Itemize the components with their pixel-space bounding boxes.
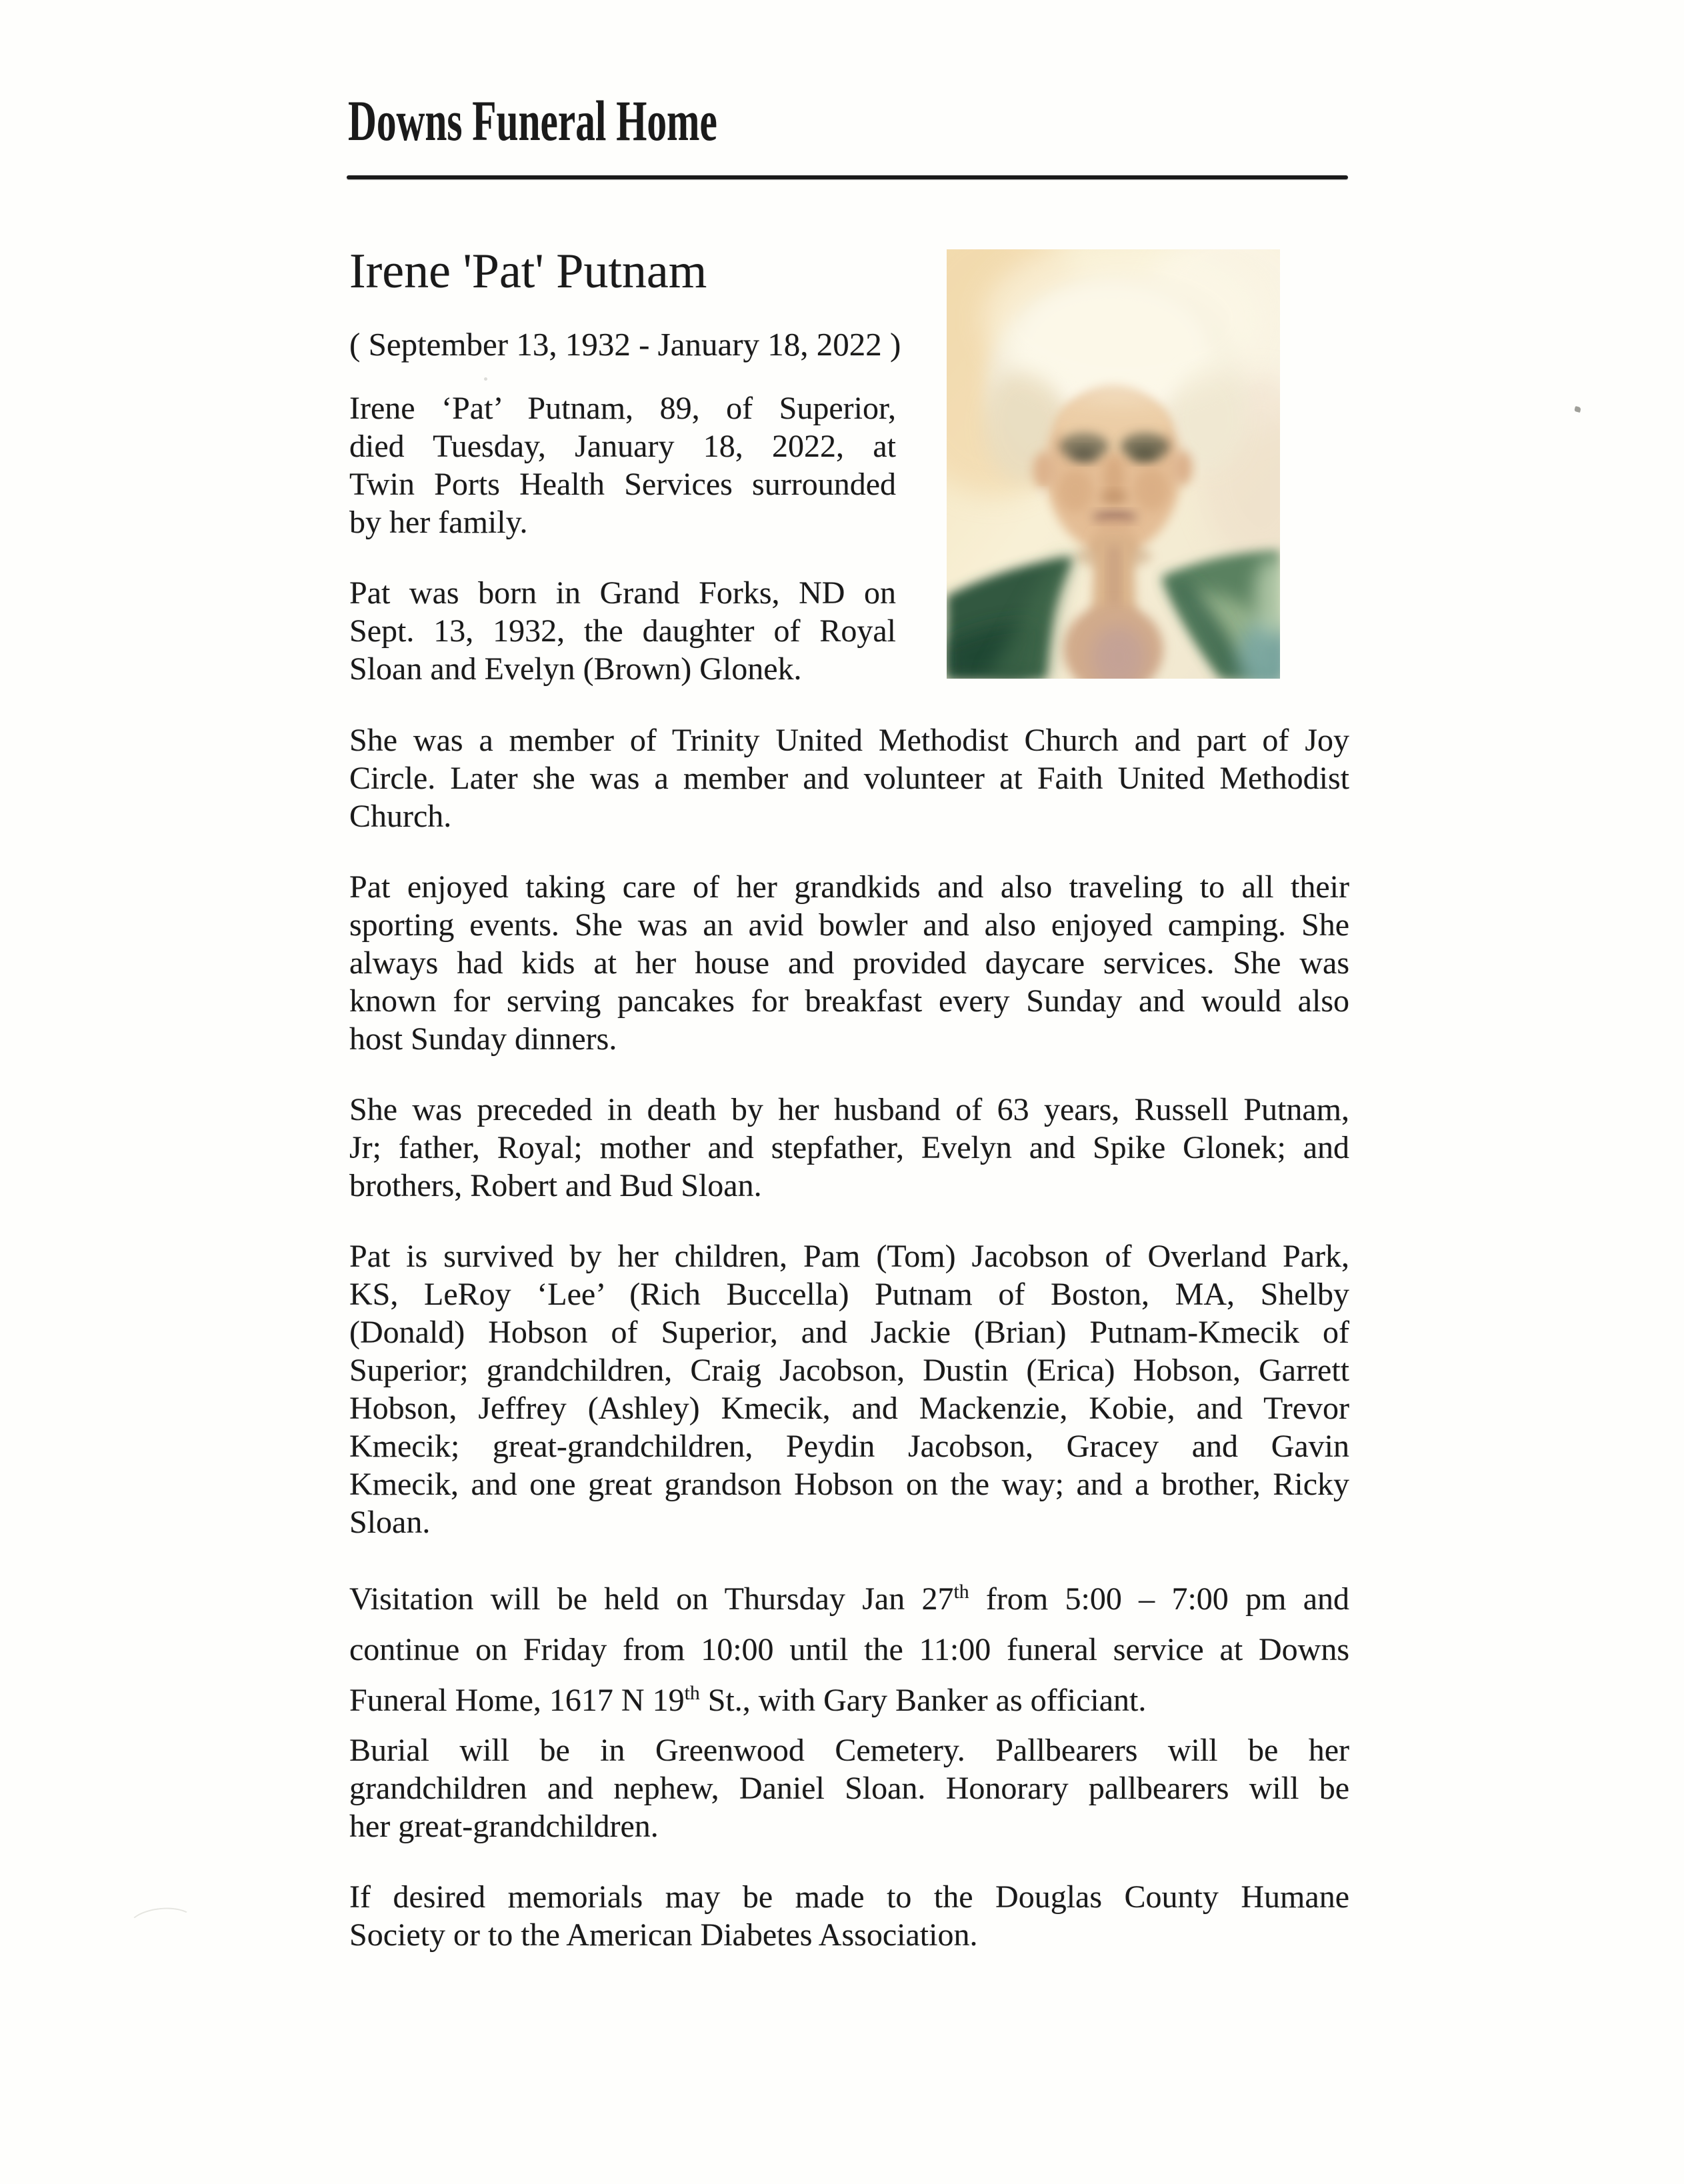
obituary-paragraph (349, 868, 1349, 1058)
text-line: Hobson, Jeffrey (Ashley) Kmecik, and Mackenzie, Kobie, and Trevor (349, 1391, 1349, 1426)
text-line: always had kids at her house and provided daycare services. She was (349, 945, 1349, 981)
text-line: Kmecik, and one great grandson Hobson on the way; and a brother, Ricky (349, 1467, 1349, 1502)
text-line: She was a member of Trinity United Methodist Church and part of Joy (349, 723, 1349, 758)
text-line: known for serving pancakes for breakfast every Sunday and would also (349, 983, 1349, 1019)
text-line: host Sunday dinners. (349, 1021, 617, 1057)
text-line: Pat enjoyed taking care of her grandkids and also traveling to all their (349, 869, 1349, 905)
text-line: Pat is survived by her children, Pam (Tom) Jacobson of Overland Park, (349, 1239, 1349, 1274)
obituary-paragraph (349, 1091, 1349, 1205)
text-line: Funeral Home, 1617 N 19th St., with Gary Banker as officiant. (349, 1682, 1147, 1718)
life-dates: ( September 13, 1932 - January 18, 2022 ) (349, 326, 901, 363)
obituary-paragraph (349, 574, 896, 688)
intro-paragraphs (349, 389, 896, 688)
text-line: Sloan and Evelyn (Brown) Glonek. (349, 651, 802, 687)
text-line: Burial will be in Greenwood Cemetery. Pallbearers will be her (349, 1733, 1349, 1768)
obituary-paragraph (349, 389, 896, 541)
text-line: (Donald) Hobson of Superior, and Jackie (Brian) Putnam-Kmecik of (349, 1315, 1349, 1350)
text-line: If desired memorials may be made to the Douglas County Humane (349, 1879, 1349, 1915)
portrait-photo-image (947, 249, 1280, 679)
text-line: Sept. 13, 1932, the daughter of Royal (349, 613, 896, 649)
scan-speck (127, 1905, 196, 1943)
text-line: brothers, Robert and Bud Sloan. (349, 1168, 762, 1203)
funeral-home-title: Downs Funeral Home (348, 89, 717, 153)
body-paragraphs (349, 721, 1349, 1954)
obituary-paragraph (349, 721, 1349, 835)
text-line: by her family. (349, 505, 528, 540)
text-line: Church. (349, 799, 452, 834)
text-line: Circle. Later she was a member and volunteer at Faith United Methodist (349, 761, 1349, 796)
text-line: sporting events. She was an avid bowler and also enjoyed camping. She (349, 907, 1349, 943)
deceased-name: Irene 'Pat' Putnam (349, 244, 707, 299)
text-line: Superior; grandchildren, Craig Jacobson, Dustin (Erica) Hobson, Garrett (349, 1353, 1349, 1388)
text-line: continue on Friday from 10:00 until the 11:00 funeral service at Downs (349, 1632, 1349, 1667)
scan-speck (484, 377, 487, 381)
text-line: grandchildren and nephew, Daniel Sloan. Honorary pallbearers will be (349, 1771, 1349, 1806)
scan-speck (1574, 406, 1581, 413)
text-line: Irene ‘Pat’ Putnam, 89, of Superior, (349, 391, 896, 426)
text-line: died Tuesday, January 18, 2022, at (349, 429, 896, 464)
ordinal-superscript: th (953, 1581, 969, 1603)
text-line: Jr; father, Royal; mother and stepfather, Evelyn and Spike Glonek; and (349, 1130, 1349, 1165)
text-line: Visitation will be held on Thursday Jan 27th from 5:00 – 7:00 pm and (349, 1581, 1349, 1617)
obituary-paragraph (349, 1574, 1349, 1726)
header-divider (347, 175, 1348, 179)
text-line: Society or to the American Diabetes Association. (349, 1917, 978, 1953)
text-line: her great-grandchildren. (349, 1809, 659, 1844)
portrait-photo (947, 249, 1280, 679)
text-line: Sloan. (349, 1505, 431, 1540)
obituary-paragraph (349, 1237, 1349, 1541)
text-line: Twin Ports Health Services surrounded (349, 467, 896, 502)
text-line: Kmecik; great-grandchildren, Peydin Jacobson, Gracey and Gavin (349, 1429, 1349, 1464)
text-line: Pat was born in Grand Forks, ND on (349, 575, 896, 611)
obituary-paragraph (349, 1878, 1349, 1954)
obituary-paragraph (349, 1731, 1349, 1845)
text-line: KS, LeRoy ‘Lee’ (Rich Buccella) Putnam of Boston, MA, Shelby (349, 1277, 1349, 1312)
ordinal-superscript: th (684, 1682, 700, 1704)
text-line: She was preceded in death by her husband of 63 years, Russell Putnam, (349, 1092, 1349, 1127)
